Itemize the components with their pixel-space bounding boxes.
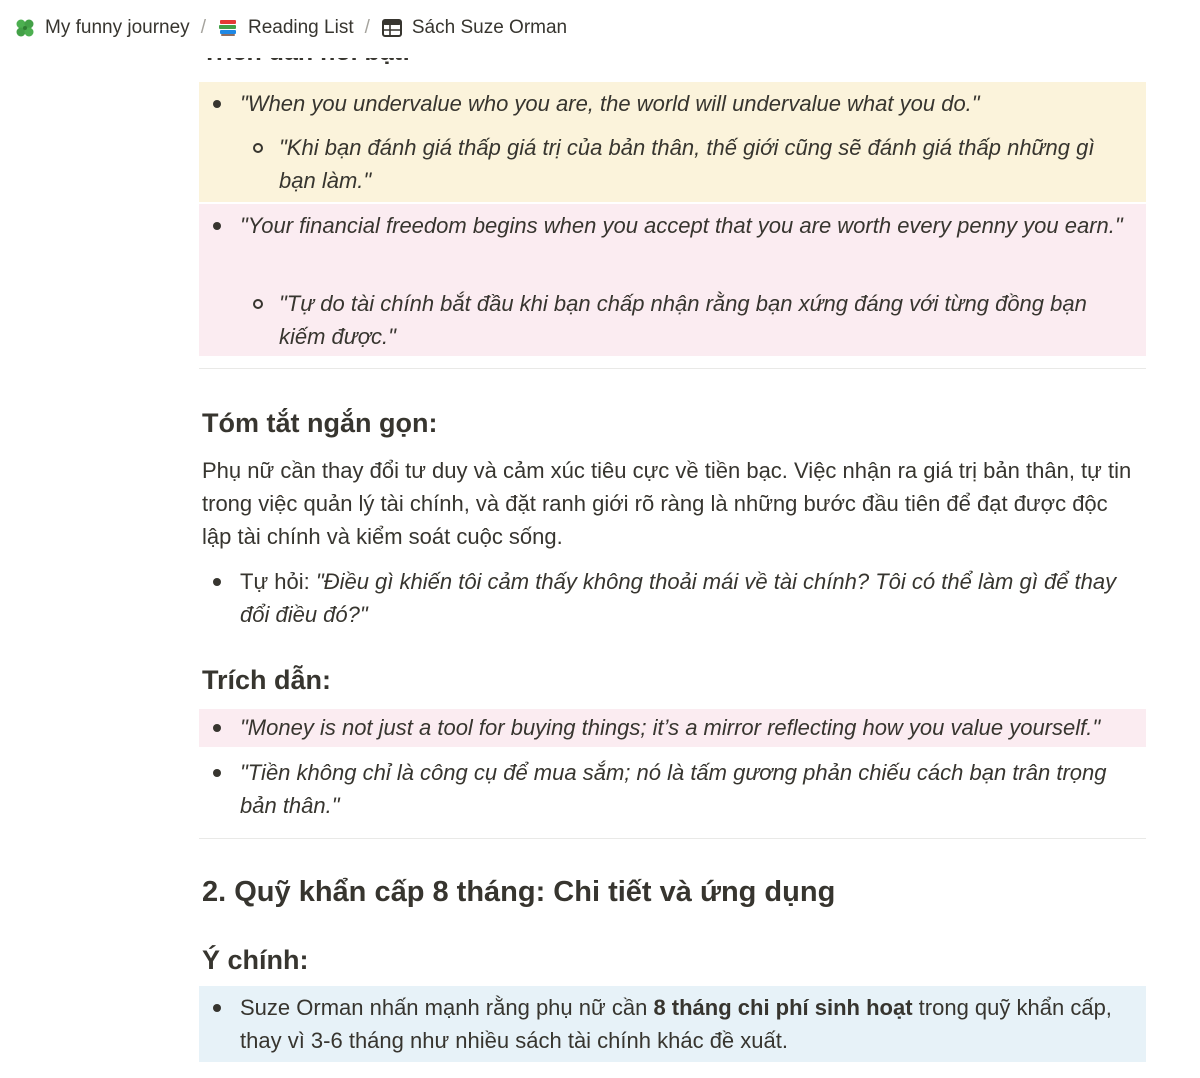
- quote-text: "Money is not just a tool for buying things; it’s a mirror reflecting how you value yourself.": [240, 715, 1101, 740]
- divider: [199, 838, 1146, 839]
- sub-bullet-circle: [253, 143, 263, 153]
- quotes-heading: Trích dẫn:: [202, 665, 332, 695]
- bullet-dot: [213, 769, 221, 777]
- divider: [199, 368, 1146, 369]
- quote-text: "Your financial freedom begins when you accept that you are worth every penny you earn.": [240, 213, 1123, 238]
- quote-translation: "Khi bạn đánh giá thấp giá trị của bản thân, thế giới cũng sẽ đánh giá thấp những gì bạn làm.": [279, 135, 1095, 193]
- main-idea-block[interactable]: [199, 986, 1146, 1062]
- bullet-dot: [213, 100, 221, 108]
- breadcrumb-separator: /: [200, 17, 206, 38]
- bullet-dot: [213, 724, 221, 732]
- breadcrumb-label: Sách Suze Orman: [411, 17, 568, 38]
- self-ask-item[interactable]: [199, 565, 1146, 633]
- bullet-dot: [213, 222, 221, 230]
- quote-block-2[interactable]: [199, 204, 1146, 356]
- top-bar: [0, 0, 1200, 58]
- summary-heading: Tóm tắt ngắn gọn:: [202, 408, 438, 438]
- quote-block-1[interactable]: [199, 82, 1146, 202]
- books-icon: [217, 17, 239, 39]
- main-idea-text: Suze Orman nhấn mạnh rằng phụ nữ cần 8 tháng chi phí sinh hoạt trong quỹ khẩn cấp, thay vì 3-6 tháng như nhiều sách tài chính khác đề xuất.: [240, 995, 1112, 1053]
- bullet-dot: [213, 1004, 221, 1012]
- breadcrumb: [12, 17, 569, 39]
- clover-icon: [14, 17, 36, 39]
- summary-paragraph[interactable]: Phụ nữ cần thay đổi tư duy và cảm xúc tiêu cực về tiền bạc. Việc nhận ra giá trị bản thân, tự tin trong việc quản lý tài chính, và đặt ranh giới rõ ràng là những bước đầu tiên để đạt được độc lập tài chính và kiểm soát cuộc sống.: [202, 458, 1132, 549]
- section-2-heading: 2. Quỹ khẩn cấp 8 tháng: Chi tiết và ứng dụng: [202, 876, 836, 908]
- breadcrumb-sach-suze-orman[interactable]: [379, 17, 569, 39]
- self-ask-text: Tự hỏi: "Điều gì khiến tôi cảm thấy không thoải mái về tài chính? Tôi có thể làm gì để thay đổi điều đó?": [240, 569, 1117, 627]
- bullet-dot: [213, 578, 221, 586]
- quote-translation: "Tự do tài chính bắt đầu khi bạn chấp nhận rằng bạn xứng đáng với từng đồng bạn kiếm được.": [279, 291, 1087, 349]
- quote-translation: "Tiền không chỉ là công cụ để mua sắm; nó là tấm gương phản chiếu cách bạn trân trọng bản thân.": [240, 760, 1107, 818]
- breadcrumb-separator: /: [364, 17, 370, 38]
- table-icon: [381, 17, 403, 39]
- breadcrumb-reading-list[interactable]: [215, 17, 356, 39]
- breadcrumb-label: My funny journey: [45, 17, 190, 38]
- breadcrumb-label: Reading List: [247, 17, 354, 38]
- quote-translation-item[interactable]: [199, 756, 1146, 824]
- quote-block-3[interactable]: [199, 709, 1146, 747]
- quote-text: "When you undervalue who you are, the world will undervalue what you do.": [240, 91, 980, 116]
- sub-bullet-circle: [253, 299, 263, 309]
- main-idea-heading: Ý chính:: [202, 945, 309, 975]
- breadcrumb-my-funny-journey[interactable]: [12, 17, 192, 39]
